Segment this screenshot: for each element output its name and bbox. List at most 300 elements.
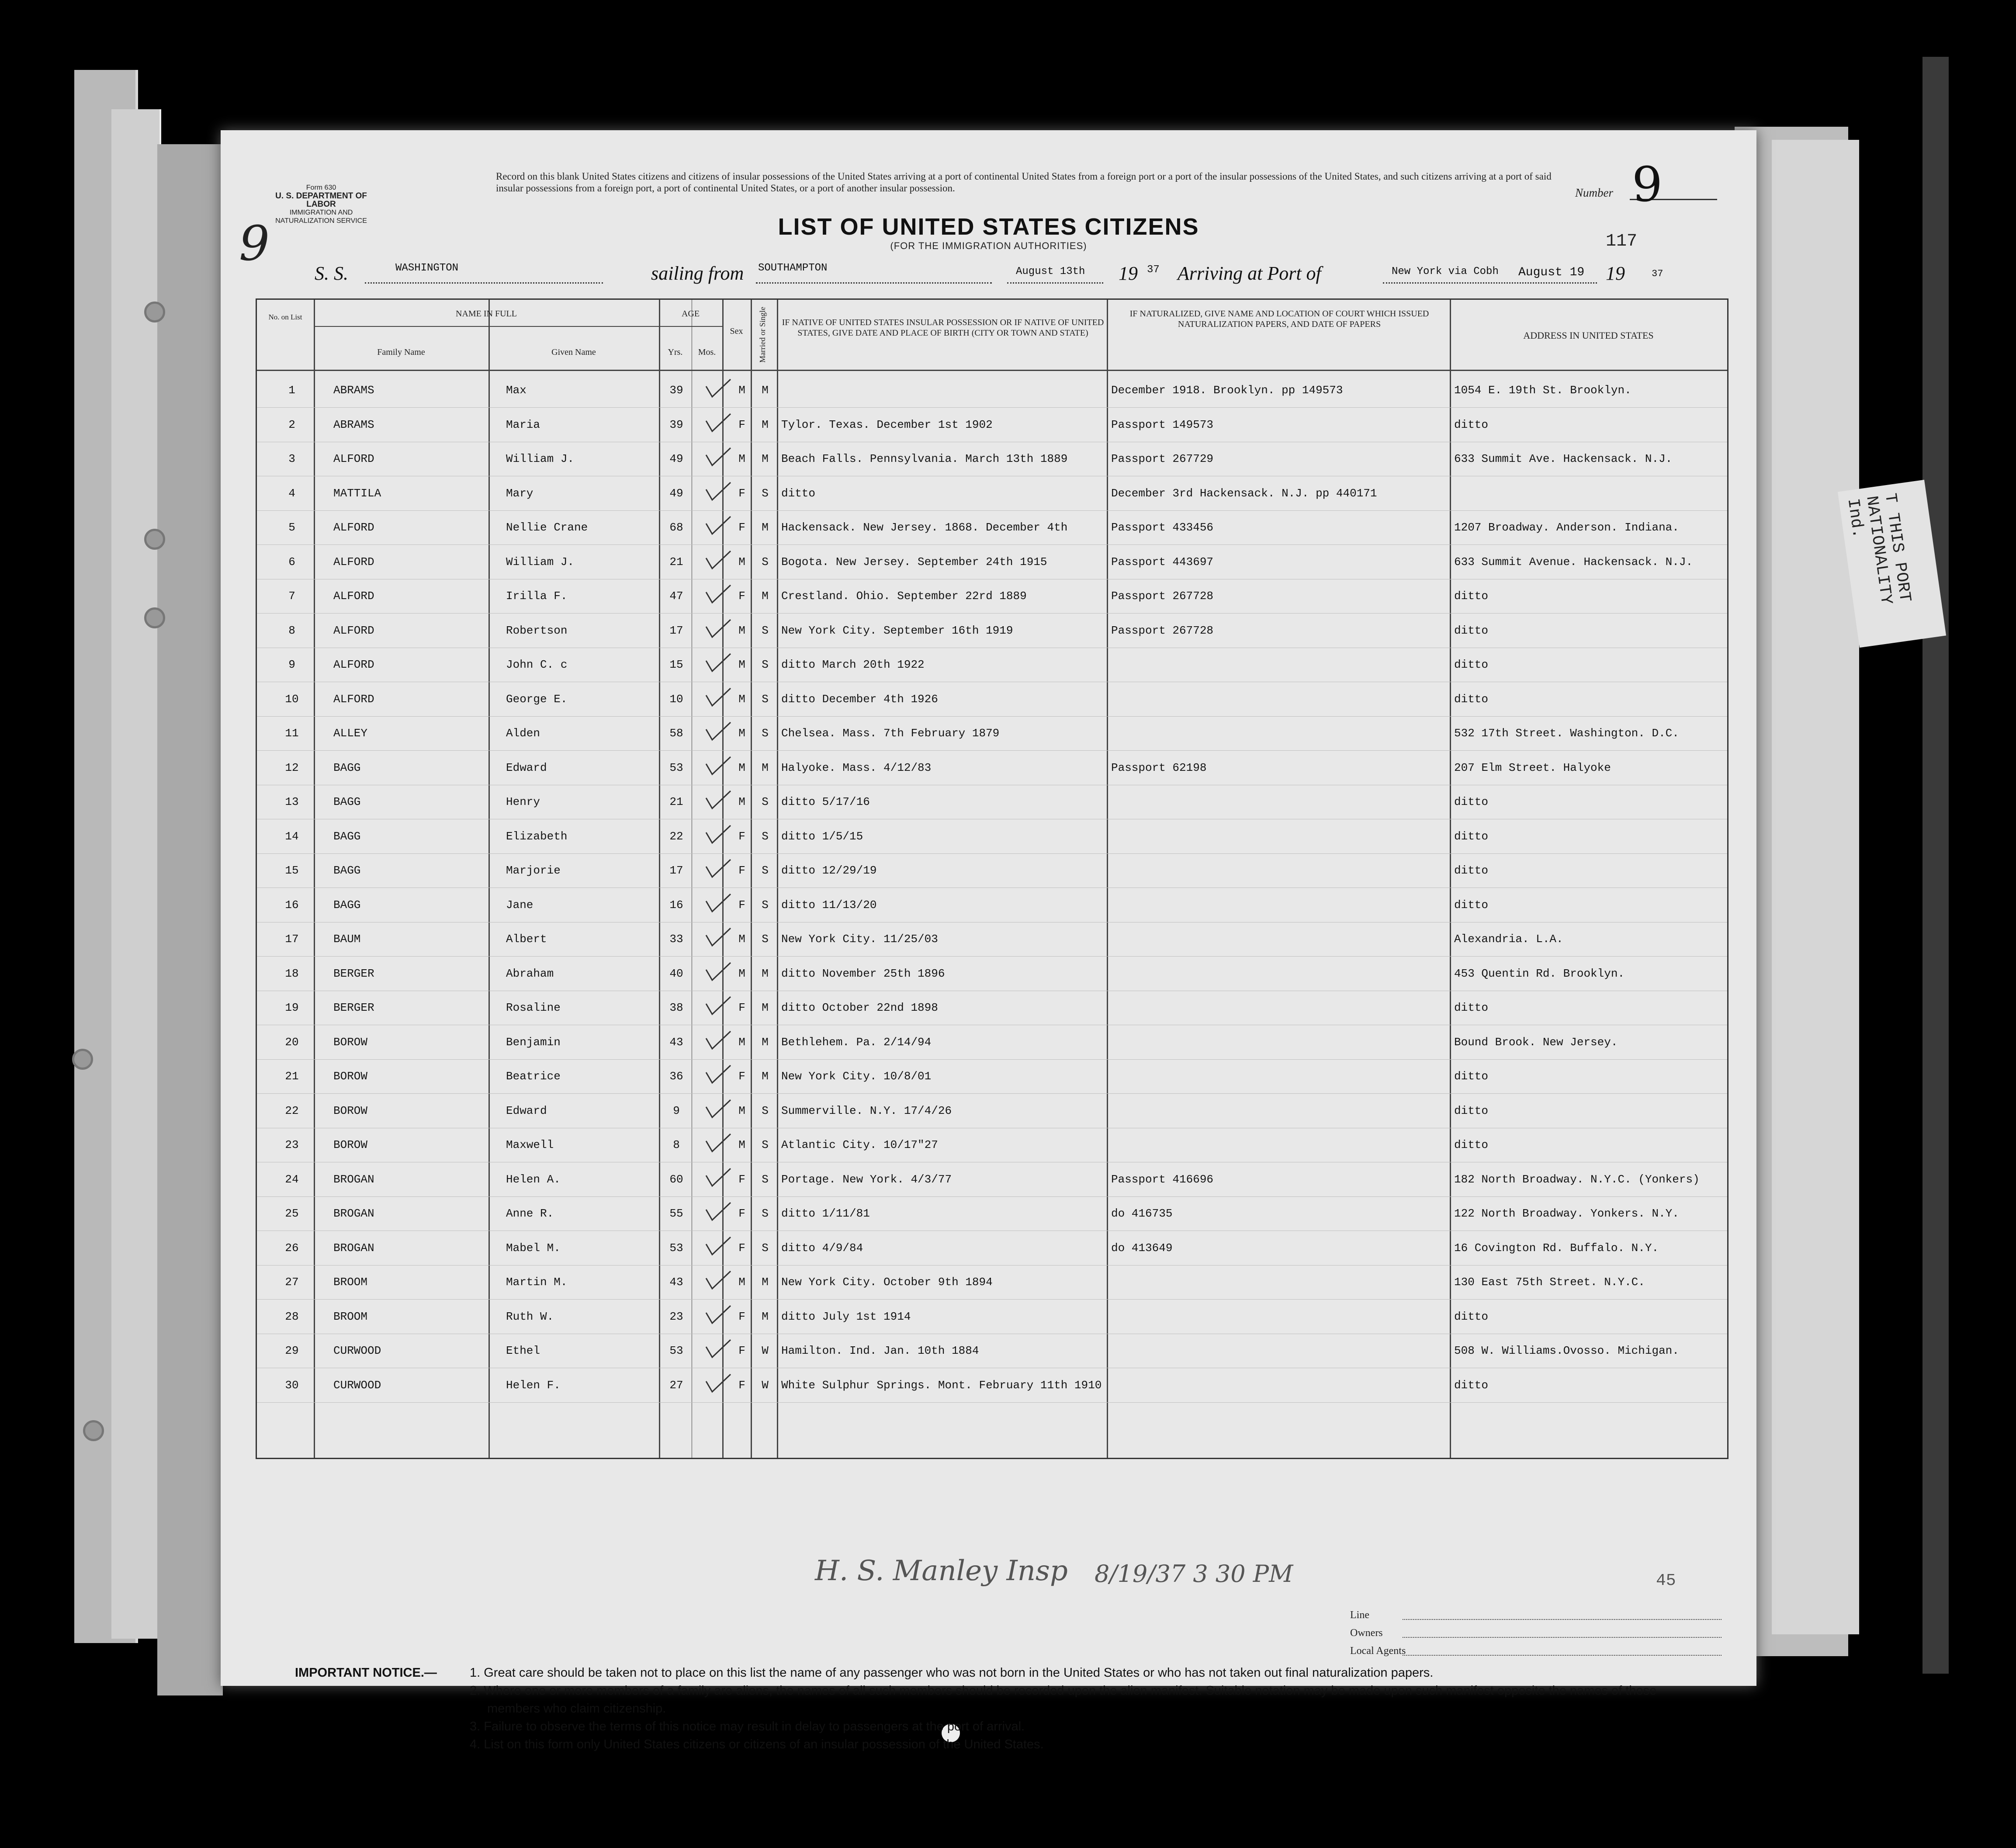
table-row xyxy=(257,1060,1727,1094)
check-mark-icon xyxy=(703,1235,733,1257)
age-years: 33 xyxy=(669,933,683,946)
sex: M xyxy=(738,384,745,397)
us-address: Alexandria. L.A. xyxy=(1454,933,1563,946)
age-years: 39 xyxy=(669,418,683,431)
family-name: BERGER xyxy=(333,1001,374,1014)
check-mark-icon xyxy=(703,481,733,503)
family-name: BOROW xyxy=(333,1070,368,1083)
age-years: 40 xyxy=(669,967,683,980)
given-name: William J. xyxy=(506,452,575,465)
check-mark-icon xyxy=(703,892,733,914)
age-years: 8 xyxy=(673,1138,680,1151)
age-years: 21 xyxy=(669,555,683,569)
us-address: 207 Elm Street. Halyoke xyxy=(1454,761,1611,774)
table-row xyxy=(257,957,1727,992)
family-name: CURWOOD xyxy=(333,1344,381,1357)
header-address: ADDRESS IN UNITED STATES xyxy=(1523,330,1654,341)
table-row xyxy=(257,889,1727,923)
us-address: 633 Summit Ave. Hackensack. N.J. xyxy=(1454,452,1673,465)
header-given: Given Name xyxy=(551,347,596,357)
sex: F xyxy=(738,898,745,912)
table-row xyxy=(257,580,1727,614)
table-row xyxy=(257,683,1727,717)
sex: F xyxy=(738,1310,745,1323)
row-number: 13 xyxy=(285,795,299,808)
year-from: 37 xyxy=(1147,264,1160,276)
table-row xyxy=(257,1232,1727,1266)
table-row xyxy=(257,614,1727,648)
age-years: 53 xyxy=(669,1344,683,1357)
naturalization: Passport 267728 xyxy=(1111,624,1214,637)
marital-status: W xyxy=(762,1344,769,1357)
sex: M xyxy=(738,967,745,980)
age-years: 43 xyxy=(669,1276,683,1289)
sex: F xyxy=(738,521,745,534)
table-row xyxy=(257,1197,1727,1231)
marital-status: M xyxy=(762,1310,769,1323)
page-title: LIST OF UNITED STATES CITIZENS xyxy=(778,214,1199,240)
port-from: SOUTHAMPTON xyxy=(758,262,828,274)
agents-block xyxy=(1350,1606,1722,1660)
us-address: 16 Covington Rd. Buffalo. N.Y. xyxy=(1454,1241,1659,1255)
row-number: 12 xyxy=(285,761,299,774)
given-name: Anne R. xyxy=(506,1207,554,1220)
marital-status: S xyxy=(762,829,769,843)
marital-status: M xyxy=(762,1070,769,1083)
notice-item: 1. Great care should be taken not to place on this list the name of any passenger who was not born in the United States or who has not taken out final naturalization papers. xyxy=(470,1666,1434,1680)
check-mark-icon xyxy=(703,858,733,880)
us-address: ditto xyxy=(1454,1310,1489,1323)
header-name: NAME IN FULL xyxy=(456,309,517,319)
sex: F xyxy=(738,1344,745,1357)
given-name: Henry xyxy=(506,795,540,808)
table-row xyxy=(257,443,1727,477)
marital-status: M xyxy=(762,521,769,534)
family-name: ABRAMS xyxy=(333,418,374,431)
sex: F xyxy=(738,864,745,877)
row-number: 5 xyxy=(288,521,295,534)
sex: M xyxy=(738,933,745,946)
naturalization: Passport 149573 xyxy=(1111,418,1214,431)
header-yrs: Yrs. xyxy=(668,347,683,357)
owners-label: Owners xyxy=(1350,1624,1722,1642)
marital-status: S xyxy=(762,1138,769,1151)
us-address: 122 North Broadway. Yonkers. N.Y. xyxy=(1454,1207,1679,1220)
birth-place: ditto 5/17/16 xyxy=(781,795,870,808)
sex: M xyxy=(738,555,745,569)
table-row xyxy=(257,752,1727,786)
marital-status: S xyxy=(762,1172,769,1186)
age-years: 16 xyxy=(669,898,683,912)
table-row xyxy=(257,1300,1727,1335)
arriving-label: Arriving at Port of xyxy=(1178,263,1321,284)
us-address: 532 17th Street. Washington. D.C. xyxy=(1454,727,1679,740)
given-name: Albert xyxy=(506,933,547,946)
family-name: BAGG xyxy=(333,829,361,843)
birth-place: Portage. New York. 4/3/77 xyxy=(781,1172,952,1186)
check-mark-icon xyxy=(703,721,733,742)
left-page-edge xyxy=(111,109,161,1639)
row-number: 22 xyxy=(285,1104,299,1117)
given-name: Beatrice xyxy=(506,1070,561,1083)
family-name: ALFORD xyxy=(333,452,374,465)
table-row xyxy=(257,923,1727,957)
marital-status: M xyxy=(762,1276,769,1289)
marital-status: S xyxy=(762,692,769,706)
citizen-table xyxy=(256,298,1728,1459)
sailing-label: sailing from xyxy=(651,263,744,284)
row-number: 23 xyxy=(285,1138,299,1151)
birth-place: ditto xyxy=(781,486,816,500)
given-name: Edward xyxy=(506,1104,547,1117)
check-mark-icon xyxy=(703,995,733,1017)
given-name: Helen A. xyxy=(506,1172,561,1186)
given-name: George E. xyxy=(506,692,568,706)
age-years: 21 xyxy=(669,795,683,808)
family-name: BROGAN xyxy=(333,1241,374,1255)
ss-label: S. S. xyxy=(315,263,348,284)
birth-place: Summerville. N.Y. 17/4/26 xyxy=(781,1104,952,1117)
family-name: BROGAN xyxy=(333,1172,374,1186)
marital-status: S xyxy=(762,1241,769,1255)
row-number: 10 xyxy=(285,692,299,706)
age-years: 9 xyxy=(673,1104,680,1117)
given-name: William J. xyxy=(506,555,575,569)
row-number: 25 xyxy=(285,1207,299,1220)
signature-date: 8/19/37 3 30 PM xyxy=(1095,1560,1293,1588)
family-name: BAGG xyxy=(333,898,361,912)
port-arrival: New York via Cobh xyxy=(1392,266,1499,277)
table-row xyxy=(257,820,1727,854)
check-mark-icon xyxy=(703,378,733,399)
row-number: 14 xyxy=(285,829,299,843)
given-name: Rosaline xyxy=(506,1001,561,1014)
sex: M xyxy=(738,1138,745,1151)
header-mos: Mos. xyxy=(698,347,716,357)
year-arrival: 37 xyxy=(1652,268,1663,279)
given-name: Helen F. xyxy=(506,1378,561,1392)
check-mark-icon xyxy=(703,1338,733,1360)
given-name: Martin M. xyxy=(506,1276,568,1289)
sex: F xyxy=(738,1378,745,1392)
binder-strip xyxy=(1922,57,1949,1674)
manifest-sheet xyxy=(221,130,1756,1751)
us-address: Bound Brook. New Jersey. xyxy=(1454,1035,1618,1049)
birth-place: Chelsea. Mass. 7th February 1879 xyxy=(781,727,1000,740)
check-mark-icon xyxy=(703,1064,733,1085)
row-number: 19 xyxy=(285,1001,299,1014)
marital-status: W xyxy=(762,1378,769,1392)
header-sex: Sex xyxy=(730,326,743,336)
check-mark-icon xyxy=(703,961,733,983)
punch-hole-icon xyxy=(144,607,165,628)
family-name: ABRAMS xyxy=(333,384,374,397)
us-address: ditto xyxy=(1454,795,1489,808)
stamp-number: 117 xyxy=(1606,232,1638,251)
marital-status: S xyxy=(762,727,769,740)
local-agents-label: Local Agents xyxy=(1350,1642,1722,1660)
check-mark-icon xyxy=(703,1132,733,1154)
sex: F xyxy=(738,1241,745,1255)
birth-place: Atlantic City. 10/17"27 xyxy=(781,1138,938,1151)
marital-status: S xyxy=(762,1104,769,1117)
given-name: Elizabeth xyxy=(506,829,568,843)
check-mark-icon xyxy=(703,1030,733,1051)
punch-hole-icon xyxy=(144,302,165,322)
birth-place: ditto December 4th 1926 xyxy=(781,692,938,706)
given-name: John C. c xyxy=(506,658,568,671)
sex: F xyxy=(738,1172,745,1186)
us-address: ditto xyxy=(1454,658,1489,671)
age-years: 60 xyxy=(669,1172,683,1186)
check-mark-icon xyxy=(703,926,733,948)
age-years: 58 xyxy=(669,727,683,740)
sheet-number: 9 xyxy=(1632,156,1663,212)
table-row xyxy=(257,511,1727,545)
record-notice: Record on this blank United States citizens and citizens of insular possessions of the United States arriving at a port of continental United States from a foreign port or a port of the insular possessions of the United States, and such citizens arriving at a port of said insular possessions from a foreign port, a port of continental United States, or a port of another insular possession. xyxy=(496,171,1552,194)
check-mark-icon xyxy=(703,446,733,468)
table-row xyxy=(257,854,1727,888)
family-name: CURWOOD xyxy=(333,1378,381,1392)
notice-list xyxy=(470,1664,1706,1754)
row-number: 29 xyxy=(285,1344,299,1357)
row-number: 28 xyxy=(285,1310,299,1323)
birth-place: Hackensack. New Jersey. 1868. December 4th xyxy=(781,521,1068,534)
row-number: 6 xyxy=(288,555,295,569)
naturalization: Passport 416696 xyxy=(1111,1172,1214,1186)
given-name: Abraham xyxy=(506,967,554,980)
birth-place: ditto July 1st 1914 xyxy=(781,1310,911,1323)
notice-lead: IMPORTANT NOTICE.— xyxy=(295,1666,437,1680)
given-name: Robertson xyxy=(506,624,568,637)
given-name: Nellie Crane xyxy=(506,521,588,534)
birth-place: Halyoke. Mass. 4/12/83 xyxy=(781,761,932,774)
table-row xyxy=(257,1026,1727,1060)
birth-place: New York City. October 9th 1894 xyxy=(781,1276,993,1289)
age-years: 43 xyxy=(669,1035,683,1049)
birth-place: ditto 1/5/15 xyxy=(781,829,863,843)
marital-status: S xyxy=(762,795,769,808)
table-row xyxy=(257,1163,1727,1197)
header-naturalized: IF NATURALIZED, GIVE NAME AND LOCATION OF COURT WHICH ISSUED NATURALIZATION PAPERS, AND DATE OF PAPERS xyxy=(1129,309,1429,329)
birth-place: ditto 1/11/81 xyxy=(781,1207,870,1220)
form-id: Form 630 U. S. DEPARTMENT OF LABOR IMMIGRATION AND NATURALIZATION SERVICE xyxy=(275,184,367,225)
table-row xyxy=(257,992,1727,1026)
row-number: 26 xyxy=(285,1241,299,1255)
check-mark-icon xyxy=(703,515,733,537)
table-row xyxy=(257,1369,1727,1403)
birth-place: ditto 11/13/20 xyxy=(781,898,877,912)
row-number: 11 xyxy=(285,727,299,740)
marital-status: M xyxy=(762,418,769,431)
date-arrival: August 19 xyxy=(1518,266,1585,279)
birth-place: White Sulphur Springs. Mont. February 11th 1910 xyxy=(781,1378,1102,1392)
age-years: 68 xyxy=(669,521,683,534)
us-address: ditto xyxy=(1454,864,1489,877)
family-name: ALFORD xyxy=(333,658,374,671)
naturalization: Passport 443697 xyxy=(1111,555,1214,569)
naturalization: December 1918. Brooklyn. pp 149573 xyxy=(1111,384,1343,397)
naturalization: Passport 433456 xyxy=(1111,521,1214,534)
row-number: 2 xyxy=(288,418,295,431)
check-mark-icon xyxy=(703,1167,733,1189)
age-years: 55 xyxy=(669,1207,683,1220)
family-name: ALFORD xyxy=(333,692,374,706)
number-label: Number xyxy=(1575,186,1613,199)
year-prefix: 19 xyxy=(1119,263,1138,284)
age-years: 39 xyxy=(669,384,683,397)
family-name: BROOM xyxy=(333,1310,368,1323)
us-address: 508 W. Williams.Ovosso. Michigan. xyxy=(1454,1344,1679,1357)
family-name: BROGAN xyxy=(333,1207,374,1220)
birth-place: ditto 4/9/84 xyxy=(781,1241,863,1255)
row-number: 8 xyxy=(288,624,295,637)
us-address: ditto xyxy=(1454,1104,1489,1117)
naturalization: Passport 267728 xyxy=(1111,589,1214,603)
check-mark-icon xyxy=(703,824,733,846)
us-address: ditto xyxy=(1454,1070,1489,1083)
family-name: BAGG xyxy=(333,761,361,774)
notice-item: 2. Where one or more members of a family are aliens, the names of all such members should be recorded upon the alien manifest. Suitable notation may be made upon such manifest opposite the names of those members who claim citizenship. xyxy=(470,1684,1657,1716)
birth-place: ditto November 25th 1896 xyxy=(781,967,945,980)
check-mark-icon xyxy=(703,1098,733,1120)
sex: F xyxy=(738,1070,745,1083)
punch-hole-icon xyxy=(83,1420,104,1441)
row-number: 9 xyxy=(288,658,295,671)
sex: M xyxy=(738,761,745,774)
check-mark-icon xyxy=(703,1304,733,1326)
given-name: Ethel xyxy=(506,1344,540,1357)
family-name: BOROW xyxy=(333,1104,368,1117)
left-page-edge xyxy=(157,144,223,1695)
marital-status: M xyxy=(762,589,769,603)
age-years: 22 xyxy=(669,829,683,843)
naturalization: do 416735 xyxy=(1111,1207,1173,1220)
table-row xyxy=(257,1129,1727,1163)
page-number: 45 xyxy=(1656,1571,1676,1590)
row-number: 15 xyxy=(285,864,299,877)
us-address: ditto xyxy=(1454,898,1489,912)
birth-place: ditto October 22nd 1898 xyxy=(781,1001,938,1014)
age-years: 53 xyxy=(669,1241,683,1255)
sex: F xyxy=(738,829,745,843)
row-number: 21 xyxy=(285,1070,299,1083)
age-years: 53 xyxy=(669,761,683,774)
us-address: 453 Quentin Rd. Brooklyn. xyxy=(1454,967,1625,980)
right-page-edge xyxy=(1772,140,1859,1634)
sex: M xyxy=(738,1276,745,1289)
table-row xyxy=(257,409,1727,443)
marital-status: S xyxy=(762,486,769,500)
notice-item: 4. List on this form only United States citizens or citizens of an insular possession of the United States. xyxy=(470,1737,1044,1751)
voyage-line xyxy=(221,262,1756,288)
birth-place: Beach Falls. Pennsylvania. March 13th 1889 xyxy=(781,452,1068,465)
marital-status: M xyxy=(762,384,769,397)
family-name: ALFORD xyxy=(333,521,374,534)
family-name: BAUM xyxy=(333,933,361,946)
row-number: 3 xyxy=(288,452,295,465)
sex: F xyxy=(738,486,745,500)
table-row xyxy=(257,648,1727,683)
birth-place: Hamilton. Ind. Jan. 10th 1884 xyxy=(781,1344,979,1357)
age-years: 36 xyxy=(669,1070,683,1083)
us-address: 130 East 75th Street. N.Y.C. xyxy=(1454,1276,1645,1289)
table-row xyxy=(257,477,1727,511)
row-number: 20 xyxy=(285,1035,299,1049)
given-name: Jane xyxy=(506,898,533,912)
table-row xyxy=(257,786,1727,820)
inspector-signature: H. S. Manley Insp xyxy=(815,1555,1068,1587)
us-address: 1207 Broadway. Anderson. Indiana. xyxy=(1454,521,1679,534)
age-years: 49 xyxy=(669,486,683,500)
us-address: 182 North Broadway. N.Y.C. (Yonkers) xyxy=(1454,1172,1700,1186)
us-address: ditto xyxy=(1454,692,1489,706)
sex: M xyxy=(738,692,745,706)
marital-status: M xyxy=(762,761,769,774)
punch-hole-icon xyxy=(72,1049,93,1070)
check-mark-icon xyxy=(703,1201,733,1223)
sex: F xyxy=(738,1001,745,1014)
check-mark-icon xyxy=(703,618,733,640)
age-years: 15 xyxy=(669,658,683,671)
us-address: ditto xyxy=(1454,1138,1489,1151)
date-from: August 13th xyxy=(1016,266,1085,277)
sex: M xyxy=(738,658,745,671)
given-name: Ruth W. xyxy=(506,1310,554,1323)
page-subtitle: (FOR THE IMMIGRATION AUTHORITIES) xyxy=(890,240,1087,251)
us-address: ditto xyxy=(1454,418,1489,431)
marital-status: S xyxy=(762,555,769,569)
given-name: Mabel M. xyxy=(506,1241,561,1255)
marital-status: S xyxy=(762,933,769,946)
marital-status: S xyxy=(762,864,769,877)
row-number: 18 xyxy=(285,967,299,980)
birth-place: New York City. 10/8/01 xyxy=(781,1070,932,1083)
table-row xyxy=(257,1095,1727,1129)
row-number: 30 xyxy=(285,1378,299,1392)
hand-mark: 9 xyxy=(239,215,270,271)
family-name: ALFORD xyxy=(333,555,374,569)
given-name: Mary xyxy=(506,486,533,500)
birth-place: New York City. September 16th 1919 xyxy=(781,624,1013,637)
birth-place: Bogota. New Jersey. September 24th 1915 xyxy=(781,555,1047,569)
us-address: ditto xyxy=(1454,624,1489,637)
punch-hole-icon xyxy=(144,529,165,550)
family-name: ALFORD xyxy=(333,589,374,603)
age-years: 49 xyxy=(669,452,683,465)
sex: F xyxy=(738,418,745,431)
birth-place: New York City. 11/25/03 xyxy=(781,933,938,946)
age-years: 38 xyxy=(669,1001,683,1014)
birth-place: ditto 12/29/19 xyxy=(781,864,877,877)
family-name: ALLEY xyxy=(333,727,368,740)
table-row xyxy=(257,546,1727,580)
marital-status: M xyxy=(762,452,769,465)
check-mark-icon xyxy=(703,652,733,674)
family-name: BOROW xyxy=(333,1035,368,1049)
us-address: ditto xyxy=(1454,1378,1489,1392)
sex: M xyxy=(738,795,745,808)
table-row xyxy=(257,717,1727,751)
marital-status: S xyxy=(762,658,769,671)
notice-item: 3. Failure to observe the terms of this notice may result in delay to passengers at the port of arrival. xyxy=(470,1720,1025,1734)
sex: M xyxy=(738,452,745,465)
check-mark-icon xyxy=(703,549,733,571)
given-name: Alden xyxy=(506,727,540,740)
age-years: 17 xyxy=(669,624,683,637)
check-mark-icon xyxy=(703,755,733,777)
us-address: ditto xyxy=(1454,829,1489,843)
